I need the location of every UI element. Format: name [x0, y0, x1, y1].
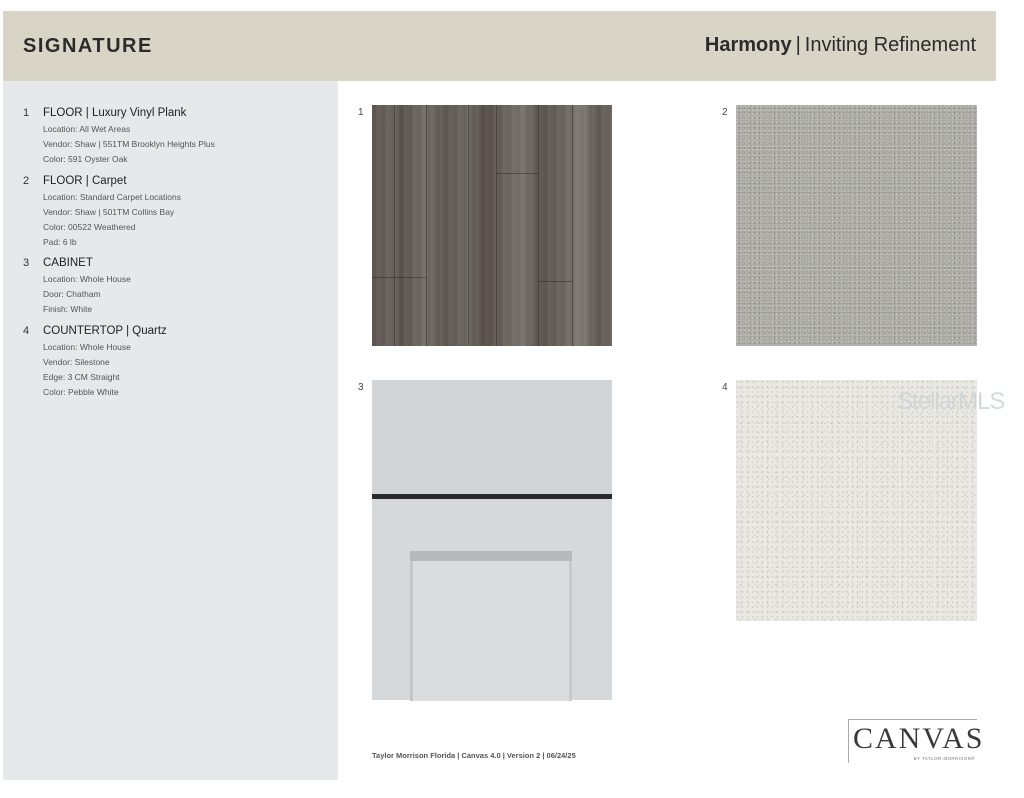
spec-detail: Vendor: Shaw | 501TM Collins Bay: [43, 207, 175, 217]
spec-detail: Vendor: Silestone: [43, 357, 110, 367]
spec-detail: Pad: 6 lb: [43, 237, 77, 247]
spec-title: COUNTERTOP | Quartz: [43, 325, 167, 337]
footer-note: Taylor Morrison Florida | Canvas 4.0 | Version 2 | 06/24/25: [372, 751, 576, 760]
cabinet-drawer-front: [372, 380, 612, 494]
spec-detail: Door: Chatham: [43, 289, 101, 299]
spec-detail: Color: Pebble White: [43, 387, 119, 397]
spec-detail: Location: Whole House: [43, 274, 131, 284]
logo-word: CANVAS: [853, 722, 985, 755]
brand-title: SIGNATURE: [23, 35, 153, 57]
spec-detail: Edge: 3 CM Straight: [43, 372, 120, 382]
swatch-number: 3: [358, 382, 364, 393]
spec-detail: Color: 00522 Weathered: [43, 222, 136, 232]
swatch-quartz: [736, 380, 977, 621]
spec-number: 3: [23, 257, 30, 269]
swatch-carpet: [736, 105, 977, 346]
swatch-number: 2: [722, 107, 728, 118]
spec-detail: Vendor: Shaw | 551TM Brooklyn Heights Plus: [43, 139, 215, 149]
spec-detail: Location: Standard Carpet Locations: [43, 192, 181, 202]
swatch-number: 4: [722, 382, 728, 393]
spec-sidebar: [3, 81, 338, 780]
cabinet-recessed-panel: [410, 551, 572, 701]
spec-number: 1: [23, 107, 30, 119]
spec-title: FLOOR | Carpet: [43, 175, 127, 187]
canvas-logo: [848, 719, 985, 763]
swatch-number: 1: [358, 107, 364, 118]
collection-separator: |: [795, 34, 801, 56]
swatch-luxury-vinyl-plank: [372, 105, 612, 346]
header-bar: [3, 11, 996, 81]
logo-subtitle: BY TAYLOR MORRISON®: [913, 756, 975, 761]
watermark: StellarMLS: [897, 388, 1005, 415]
spec-title: FLOOR | Luxury Vinyl Plank: [43, 107, 187, 119]
swatch-cabinet-door: [372, 380, 612, 700]
collection-title: [705, 34, 976, 57]
spec-detail: Location: All Wet Areas: [43, 124, 131, 134]
spec-detail: Color: 591 Oyster Oak: [43, 154, 128, 164]
spec-detail: Finish: White: [43, 304, 93, 314]
spec-title: CABINET: [43, 257, 93, 269]
spec-detail: Location: Whole House: [43, 342, 131, 352]
spec-number: 2: [23, 175, 30, 187]
collection-tagline: Inviting Refinement: [804, 34, 976, 56]
spec-number: 4: [23, 325, 30, 337]
collection-name: Harmony: [704, 34, 792, 56]
cabinet-door-front: [372, 499, 612, 700]
